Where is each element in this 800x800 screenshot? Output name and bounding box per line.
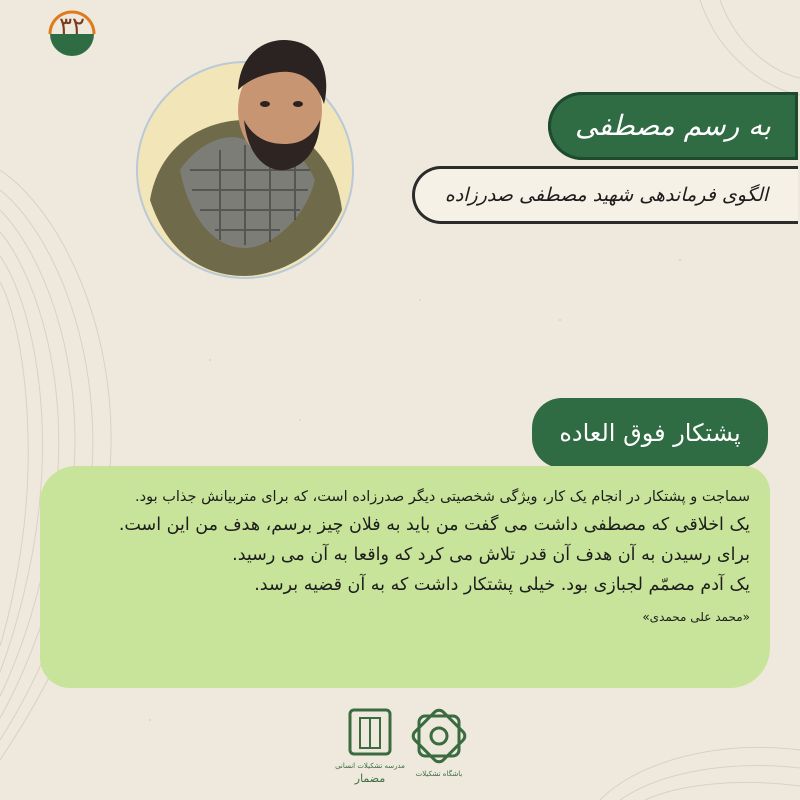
- quote-attribution: «محمد علی محمدی»: [642, 610, 750, 624]
- quote-box: [40, 466, 770, 688]
- footer-logos: [335, 706, 474, 790]
- right-logo-caption: باشگاه تشکیلات: [415, 770, 463, 778]
- section-title: پشتکار فوق العاده: [532, 398, 768, 468]
- portrait-illustration: [120, 20, 370, 280]
- left-logo-name: مضمار: [354, 772, 386, 785]
- quote-line-3: برای رسیدن به آن هدف آن قدر تلاش می کرد که واقعا به آن می رسید.: [232, 545, 750, 565]
- club-logo-icon: [411, 708, 468, 778]
- left-logo-caption: مدرسه تشکیلات انسانی: [335, 762, 405, 770]
- episode-number: ۳۲: [59, 12, 85, 40]
- header-title: به رسم مصطفی: [548, 92, 798, 160]
- mezmar-logo-icon: [335, 710, 405, 785]
- quote-line-4: یک آدم مصمّم لجبازی بود. خیلی پشتکار داشت که به آن قضیه برسد.: [254, 575, 750, 595]
- episode-number-badge: [46, 4, 98, 60]
- quote-line-1: سماجت و پشتکار در انجام یک کار، ویژگی شخصیتی دیگر صدرزاده است، که برای متربیانش جذاب بود.: [135, 489, 750, 505]
- header-subtitle: الگوی فرماندهی شهید مصطفی صدرزاده: [412, 166, 798, 224]
- quote-line-2: یک اخلاقی که مصطفی داشت می گفت من باید به فلان چیز برسم، هدف من این است.: [118, 515, 750, 535]
